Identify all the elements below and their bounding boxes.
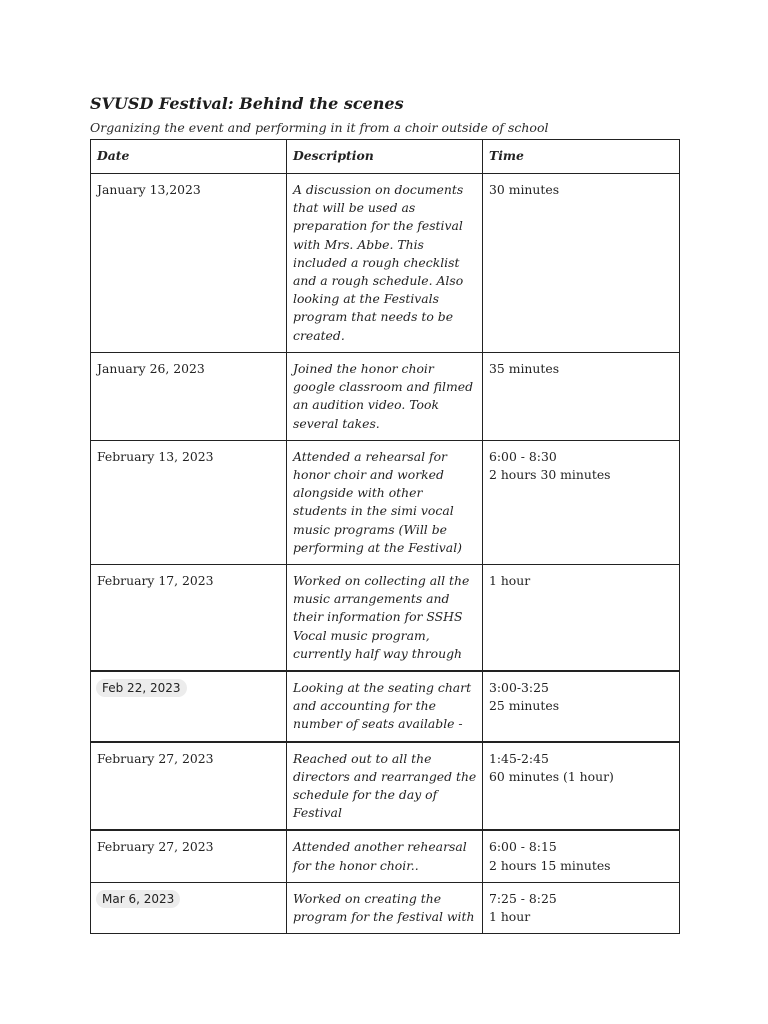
date-cell: February 17, 2023 — [91, 565, 287, 672]
date-chip[interactable]: Mar 6, 2023 — [96, 890, 180, 908]
description-cell: Joined the honor choir google classroom and filmed an audition video. Took several takes. — [287, 353, 483, 441]
time-line: 3:00-3:25 — [489, 680, 549, 696]
date-cell: February 27, 2023 — [91, 742, 287, 831]
table-row — [91, 174, 680, 353]
column-header-description: Description — [287, 140, 483, 174]
table-row — [91, 671, 680, 742]
description-cell: Worked on creating the program for the festival with — [287, 882, 483, 933]
table-row — [91, 353, 680, 441]
time-cell — [483, 671, 680, 742]
time-cell — [483, 440, 680, 564]
time-line: 30 minutes — [489, 182, 560, 197]
activity-log-table — [90, 139, 680, 934]
time-line: 60 minutes (1 hour) — [489, 768, 614, 784]
table-header-row — [91, 140, 680, 174]
date-cell — [91, 882, 287, 933]
column-header-time: Time — [483, 140, 680, 174]
date-cell: February 27, 2023 — [91, 830, 287, 882]
time-cell — [483, 565, 680, 672]
table-row — [91, 882, 680, 933]
table-row — [91, 565, 680, 672]
time-line: 2 hours 30 minutes — [489, 467, 611, 483]
time-line: 25 minutes — [489, 698, 560, 714]
time-line: 35 minutes — [489, 361, 560, 376]
time-line: 2 hours 15 minutes — [489, 857, 611, 873]
time-cell — [483, 742, 680, 831]
description-cell: A discussion on documents that will be used as preparation for the festival with Mrs. Abbe. This included a rough checklist and a rough schedule. Also looking at the Festivals program that needs to be created. — [287, 174, 483, 353]
description-cell: Looking at the seating chart and accounting for the number of seats available - — [287, 671, 483, 742]
table-row — [91, 830, 680, 882]
date-cell: January 13,2023 — [91, 174, 287, 353]
document-page — [90, 92, 680, 934]
time-cell — [483, 830, 680, 882]
time-line: 1 hour — [489, 909, 531, 925]
description-cell: Worked on collecting all the music arrangements and their information for SSHS Vocal music program, currently half way through — [287, 565, 483, 672]
table-row — [91, 440, 680, 564]
time-line: 6:00 - 8:30 — [489, 448, 557, 464]
description-cell: Attended a rehearsal for honor choir and worked alongside with other students in the simi vocal music programs (Will be performing at the Festival) — [287, 440, 483, 564]
date-chip[interactable]: Feb 22, 2023 — [96, 679, 187, 697]
time-cell — [483, 174, 680, 353]
document-title: SVUSD Festival: Behind the scenes — [90, 94, 404, 113]
column-header-date: Date — [91, 140, 287, 174]
description-cell: Reached out to all the directors and rearranged the schedule for the day of Festival — [287, 742, 483, 831]
document-subtitle: Organizing the event and performing in it from a choir outside of school — [90, 120, 549, 135]
time-cell — [483, 353, 680, 441]
description-cell: Attended another rehearsal for the honor choir.. — [287, 830, 483, 882]
table-row — [91, 742, 680, 831]
date-cell — [91, 671, 287, 742]
time-line: 7:25 - 8:25 — [489, 890, 557, 906]
time-line: 1:45-2:45 — [489, 750, 549, 766]
date-cell: January 26, 2023 — [91, 353, 287, 441]
date-cell: February 13, 2023 — [91, 440, 287, 564]
time-line: 6:00 - 8:15 — [489, 839, 557, 855]
time-cell — [483, 882, 680, 933]
time-line: 1 hour — [489, 573, 531, 589]
